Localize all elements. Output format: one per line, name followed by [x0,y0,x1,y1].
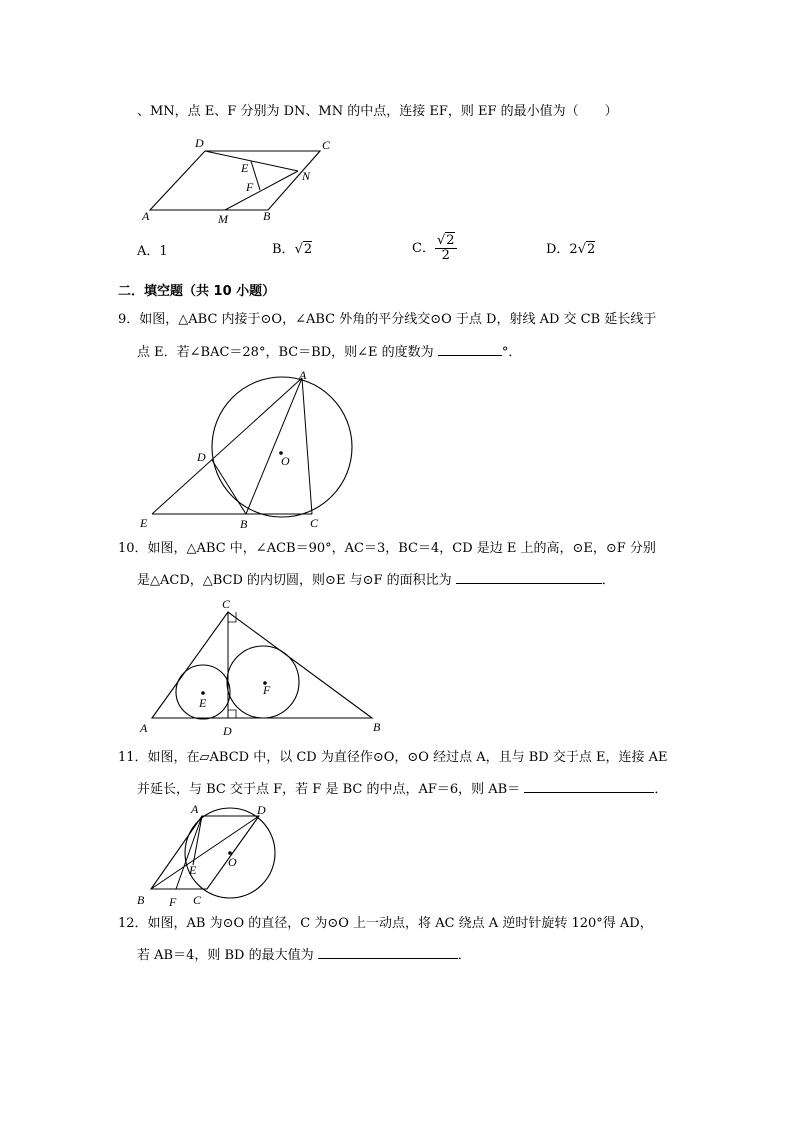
q11-label-b: B [137,893,145,907]
q11-label-o: O [228,855,237,869]
q10-label-a: A [140,721,148,735]
q11-answer-blank[interactable] [524,780,654,793]
q8-option-a[interactable]: A．1 [137,244,168,259]
q8-option-d[interactable]: D．2√2 [546,242,596,257]
q10-label-d: D [223,724,232,738]
q8-option-c-fraction: $\frac{√2}{2}$ [436,233,455,263]
q12-line2-text: 若 AB＝4，则 BD 的最大值为 [137,948,314,963]
q8-option-d-radicand: 2 [587,242,596,257]
q11-figure [135,800,295,910]
q10-line1: 10．如图，△ABC 中，∠ACB＝90°，AC＝3，BC＝4，CD 是边 E 上的高，⊙E，⊙F 分别 [118,541,656,556]
q11-label-d: D [257,803,266,817]
q8-stem: 、MN，点 E、F 分别为 DN、MN 的中点，连接 EF，则 EF 的最小值为（ ） [137,104,618,119]
q8-option-c-den: 2 [441,248,450,263]
q9-label-a: A [299,368,307,382]
q12-line1: 12．如图，AB 为⊙O 的直径，C 为⊙O 上一动点，将 AC 绕点 A 逆时针旋转 120°得 AD， [118,916,653,931]
q9-answer-blank[interactable] [438,343,502,356]
section-title: 二．填空题（共 10 小题） [118,284,276,299]
q8-label-e: E [241,161,249,175]
q8-figure [140,135,340,230]
q11-label-e: E [189,863,197,877]
q10-answer-blank[interactable] [456,571,602,584]
q11-label-f: F [169,895,177,909]
q8-option-c-prefix: C． [412,241,435,256]
q12-line2-end: ． [457,948,471,963]
q10-label-e: E [199,696,207,710]
q10-label-c: C [222,597,231,611]
q9-line1: 9．如图，△ABC 内接于⊙O，∠ABC 外角的平分线交⊙O 于点 D，射线 AD 交 CB 延长线于 [118,312,657,327]
q10-line2 [137,571,615,590]
q8-option-c[interactable] [412,234,457,263]
q10-label-f: F [263,683,271,697]
q11-line2-text: 并延长，与 BC 交于点 F，若 F 是 BC 的中点，AF＝6，则 AB＝ [137,782,521,797]
q10-label-b: B [373,720,381,734]
q11-line2-end: ． [654,782,668,797]
q8-option-c-num: 2 [446,233,455,248]
q8-label-b: B [263,209,271,223]
q9-line2-text: 点 E．若∠BAC＝28°，BC＝BD，则∠E 的度数为 [137,345,434,360]
q11-line1: 11．如图，在▱ABCD 中，以 CD 为直径作⊙O，⊙O 经过点 A，且与 BD 交于点 E，连接 AE [118,750,668,765]
q9-label-o: O [281,454,290,468]
q11-label-c: C [193,893,202,907]
q8-option-b[interactable]: B．√2 [272,242,313,257]
q10-line2-end: ． [601,573,615,588]
q8-option-b-prefix: B． [272,242,295,257]
q12-line2 [137,946,471,965]
q9-label-b: B [240,517,248,531]
q8-label-n: N [302,169,311,183]
q10-figure [140,596,390,736]
q10-line2-text: 是△ACD，△BCD 的内切圆，则⊙E 与⊙F 的面积比为 [137,573,452,588]
q9-line2-end: °． [501,345,522,360]
q8-label-a: A [142,209,150,223]
q9-label-e: E [140,516,148,530]
q8-label-m: M [218,212,228,226]
q9-label-d: D [197,450,206,464]
q9-figure [140,366,360,536]
q8-option-d-prefix: D．2 [546,242,578,257]
q11-line2 [137,780,667,799]
q8-label-d: D [195,136,204,150]
q9-line2 [137,343,521,362]
q8-option-b-radicand: 2 [303,242,313,257]
q8-label-f: F [246,180,254,194]
q11-label-a: A [191,802,199,816]
q8-label-c: C [322,138,331,152]
q9-label-c: C [310,516,319,530]
q12-answer-blank[interactable] [318,946,458,959]
